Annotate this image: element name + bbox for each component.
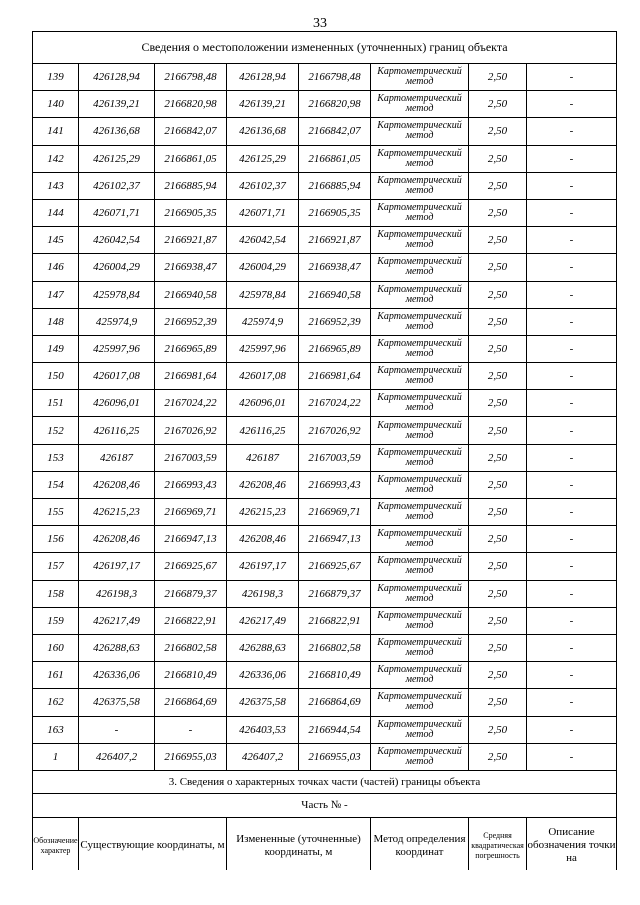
cell-description: -: [527, 499, 617, 526]
cell-description: -: [527, 227, 617, 254]
cell-existing-y: 2166940,58: [155, 281, 227, 308]
cell-description: -: [527, 471, 617, 498]
cell-existing-x: -: [79, 716, 155, 743]
cell-description: -: [527, 64, 617, 91]
cell-method: Картометрический метод: [371, 716, 469, 743]
cell-description: -: [527, 199, 617, 226]
cell-existing-y: 2166798,48: [155, 64, 227, 91]
cell-changed-x: 426208,46: [227, 526, 299, 553]
cell-existing-y: 2166955,03: [155, 743, 227, 770]
cell-description: -: [527, 91, 617, 118]
cell-existing-y: 2166879,37: [155, 580, 227, 607]
cell-existing-x: 426208,46: [79, 526, 155, 553]
cell-error: 2,50: [469, 363, 527, 390]
table-row: [33, 662, 617, 689]
cell-existing-x: 426215,23: [79, 499, 155, 526]
part-label-row: [33, 793, 617, 817]
cell-error: 2,50: [469, 417, 527, 444]
cell-error: 2,50: [469, 526, 527, 553]
cell-description: -: [527, 716, 617, 743]
cell-existing-x: 426116,25: [79, 417, 155, 444]
table-row: [33, 716, 617, 743]
cell-existing-x: 426208,46: [79, 471, 155, 498]
cell-changed-x: 426375,58: [227, 689, 299, 716]
cell-method: Картометрический метод: [371, 363, 469, 390]
cell-changed-y: 2166885,94: [299, 172, 371, 199]
cell-error: 2,50: [469, 634, 527, 661]
cell-point-number: 149: [33, 335, 79, 362]
cell-changed-x: 426042,54: [227, 227, 299, 254]
cell-method: Картометрический метод: [371, 662, 469, 689]
cell-method: Картометрический метод: [371, 499, 469, 526]
cell-description: -: [527, 417, 617, 444]
cell-point-number: 150: [33, 363, 79, 390]
cell-description: -: [527, 634, 617, 661]
header-error: Средняя квадратическая погрешность: [469, 817, 527, 874]
cell-method: Картометрический метод: [371, 689, 469, 716]
cell-existing-y: 2167026,92: [155, 417, 227, 444]
cell-description: -: [527, 254, 617, 281]
cell-changed-x: 426336,06: [227, 662, 299, 689]
table-title: Сведения о местоположении измененных (уточненных) границ объекта: [33, 32, 617, 64]
cell-method: Картометрический метод: [371, 390, 469, 417]
cell-existing-x: 426125,29: [79, 145, 155, 172]
cell-existing-x: 426197,17: [79, 553, 155, 580]
cell-changed-x: 426004,29: [227, 254, 299, 281]
cell-existing-y: 2167024,22: [155, 390, 227, 417]
cell-description: -: [527, 390, 617, 417]
cell-method: Картометрический метод: [371, 227, 469, 254]
cell-point-number: 163: [33, 716, 79, 743]
cell-error: 2,50: [469, 335, 527, 362]
cell-point-number: 161: [33, 662, 79, 689]
cell-existing-x: 425978,84: [79, 281, 155, 308]
cell-changed-x: 426071,71: [227, 199, 299, 226]
cell-changed-y: 2166965,89: [299, 335, 371, 362]
cell-method: Картометрический метод: [371, 634, 469, 661]
section3-title: 3. Сведения о характерных точках части (частей) границы объекта: [33, 770, 617, 793]
cell-description: -: [527, 363, 617, 390]
cell-point-number: 142: [33, 145, 79, 172]
cell-changed-x: 426017,08: [227, 363, 299, 390]
cell-changed-x: 425974,9: [227, 308, 299, 335]
cell-changed-x: 426096,01: [227, 390, 299, 417]
cell-point-number: 156: [33, 526, 79, 553]
cell-error: 2,50: [469, 308, 527, 335]
cell-existing-x: 426096,01: [79, 390, 155, 417]
cell-description: -: [527, 743, 617, 770]
table-row: [33, 390, 617, 417]
cell-existing-y: 2166925,67: [155, 553, 227, 580]
cell-changed-y: 2166940,58: [299, 281, 371, 308]
cell-changed-x: 426128,94: [227, 64, 299, 91]
cell-existing-y: 2166938,47: [155, 254, 227, 281]
cell-method: Картометрический метод: [371, 444, 469, 471]
table-row: [33, 199, 617, 226]
cell-description: -: [527, 444, 617, 471]
cell-existing-x: 426336,06: [79, 662, 155, 689]
cell-point-number: 147: [33, 281, 79, 308]
cell-point-number: 157: [33, 553, 79, 580]
cell-existing-x: 426071,71: [79, 199, 155, 226]
cell-point-number: 141: [33, 118, 79, 145]
cell-error: 2,50: [469, 689, 527, 716]
table-title-row: [33, 32, 617, 64]
cell-existing-y: 2166864,69: [155, 689, 227, 716]
cell-point-number: 148: [33, 308, 79, 335]
cell-error: 2,50: [469, 471, 527, 498]
cell-existing-y: -: [155, 716, 227, 743]
cell-method: Картометрический метод: [371, 308, 469, 335]
cell-changed-y: 2166947,13: [299, 526, 371, 553]
cell-existing-x: 426004,29: [79, 254, 155, 281]
cell-point-number: 140: [33, 91, 79, 118]
cell-existing-y: 2166822,91: [155, 607, 227, 634]
cell-method: Картометрический метод: [371, 526, 469, 553]
cell-point-number: 151: [33, 390, 79, 417]
cell-changed-y: 2166879,37: [299, 580, 371, 607]
cell-description: -: [527, 281, 617, 308]
cell-existing-x: 426198,3: [79, 580, 155, 607]
cell-method: Картометрический метод: [371, 254, 469, 281]
cell-existing-x: 426128,94: [79, 64, 155, 91]
cell-method: Картометрический метод: [371, 743, 469, 770]
table-row: [33, 335, 617, 362]
cell-changed-x: 426198,3: [227, 580, 299, 607]
cell-error: 2,50: [469, 580, 527, 607]
cell-method: Картометрический метод: [371, 118, 469, 145]
part-label: Часть № -: [33, 793, 617, 817]
cell-method: Картометрический метод: [371, 335, 469, 362]
cell-existing-y: 2166842,07: [155, 118, 227, 145]
cell-changed-x: 426407,2: [227, 743, 299, 770]
cell-error: 2,50: [469, 716, 527, 743]
cell-changed-y: 2166842,07: [299, 118, 371, 145]
cell-existing-x: 426136,68: [79, 118, 155, 145]
cell-changed-y: 2166822,91: [299, 607, 371, 634]
cell-point-number: 1: [33, 743, 79, 770]
cell-changed-y: 2166861,05: [299, 145, 371, 172]
cell-error: 2,50: [469, 172, 527, 199]
cell-changed-x: 426217,49: [227, 607, 299, 634]
cell-existing-x: 426288,63: [79, 634, 155, 661]
cell-changed-y: 2166905,35: [299, 199, 371, 226]
table-row: [33, 417, 617, 444]
cell-description: -: [527, 526, 617, 553]
cell-changed-y: 2166925,67: [299, 553, 371, 580]
table-row: [33, 689, 617, 716]
cell-description: -: [527, 607, 617, 634]
table-row: [33, 499, 617, 526]
table-row: [33, 308, 617, 335]
cell-changed-x: 426102,37: [227, 172, 299, 199]
cell-existing-x: 426017,08: [79, 363, 155, 390]
table-row: [33, 634, 617, 661]
cell-changed-y: 2166864,69: [299, 689, 371, 716]
cell-changed-y: 2166955,03: [299, 743, 371, 770]
cell-existing-y: 2166981,64: [155, 363, 227, 390]
cell-error: 2,50: [469, 444, 527, 471]
cell-point-number: 143: [33, 172, 79, 199]
cell-point-number: 158: [33, 580, 79, 607]
cell-changed-y: 2166810,49: [299, 662, 371, 689]
table-row: [33, 444, 617, 471]
cell-changed-y: 2166993,43: [299, 471, 371, 498]
table-row: [33, 64, 617, 91]
cell-changed-y: 2167026,92: [299, 417, 371, 444]
cell-existing-x: 425997,96: [79, 335, 155, 362]
cell-existing-y: 2166965,89: [155, 335, 227, 362]
cell-existing-x: 426375,58: [79, 689, 155, 716]
cell-error: 2,50: [469, 64, 527, 91]
section3-title-row: [33, 770, 617, 793]
header-changed-coordinates: Измененные (уточненные) координаты, м: [227, 817, 371, 874]
cell-changed-x: 426208,46: [227, 471, 299, 498]
section3-header-row: [33, 817, 617, 874]
cell-existing-y: 2166969,71: [155, 499, 227, 526]
cell-existing-y: 2166921,87: [155, 227, 227, 254]
cell-error: 2,50: [469, 607, 527, 634]
cell-changed-x: 426139,21: [227, 91, 299, 118]
cell-existing-x: 426102,37: [79, 172, 155, 199]
header-existing-coordinates: Существующие координаты, м: [79, 817, 227, 874]
cell-changed-y: 2166820,98: [299, 91, 371, 118]
cell-description: -: [527, 335, 617, 362]
cell-changed-x: 426288,63: [227, 634, 299, 661]
cell-point-number: 162: [33, 689, 79, 716]
header-designation: Обозначение характер: [33, 817, 79, 874]
table-row: [33, 526, 617, 553]
cell-method: Картометрический метод: [371, 471, 469, 498]
table-row: [33, 471, 617, 498]
cell-method: Картометрический метод: [371, 281, 469, 308]
table-row: [33, 145, 617, 172]
cell-method: Картометрический метод: [371, 417, 469, 444]
cell-changed-y: 2167024,22: [299, 390, 371, 417]
cell-point-number: 159: [33, 607, 79, 634]
cell-changed-x: 426197,17: [227, 553, 299, 580]
cell-point-number: 152: [33, 417, 79, 444]
header-method: Метод определения координат: [371, 817, 469, 874]
header-description: Описание обозначения точки на: [527, 817, 617, 874]
cell-error: 2,50: [469, 743, 527, 770]
cell-point-number: 144: [33, 199, 79, 226]
cell-method: Картометрический метод: [371, 145, 469, 172]
cell-method: Картометрический метод: [371, 607, 469, 634]
cell-changed-x: 426403,53: [227, 716, 299, 743]
cell-description: -: [527, 662, 617, 689]
cell-description: -: [527, 308, 617, 335]
cell-point-number: 153: [33, 444, 79, 471]
cell-error: 2,50: [469, 499, 527, 526]
cell-description: -: [527, 689, 617, 716]
cell-error: 2,50: [469, 91, 527, 118]
table-row: [33, 254, 617, 281]
cell-existing-y: 2166952,39: [155, 308, 227, 335]
cell-existing-x: 426042,54: [79, 227, 155, 254]
page-number: 33: [313, 16, 327, 31]
cell-error: 2,50: [469, 281, 527, 308]
coordinates-table: [32, 31, 617, 875]
cell-method: Картометрический метод: [371, 553, 469, 580]
page-bottom-margin: [0, 870, 640, 905]
table-row: [33, 553, 617, 580]
cell-method: Картометрический метод: [371, 199, 469, 226]
cell-point-number: 160: [33, 634, 79, 661]
cell-error: 2,50: [469, 390, 527, 417]
cell-changed-x: 425978,84: [227, 281, 299, 308]
cell-error: 2,50: [469, 553, 527, 580]
cell-description: -: [527, 172, 617, 199]
cell-changed-x: 426187: [227, 444, 299, 471]
cell-error: 2,50: [469, 227, 527, 254]
cell-changed-y: 2166802,58: [299, 634, 371, 661]
cell-changed-y: 2166798,48: [299, 64, 371, 91]
cell-error: 2,50: [469, 145, 527, 172]
table-row: [33, 227, 617, 254]
table-row: [33, 172, 617, 199]
table-row: [33, 281, 617, 308]
cell-changed-y: 2166944,54: [299, 716, 371, 743]
cell-changed-y: 2167003,59: [299, 444, 371, 471]
cell-existing-y: 2166947,13: [155, 526, 227, 553]
table-row: [33, 743, 617, 770]
cell-point-number: 145: [33, 227, 79, 254]
cell-existing-x: 426139,21: [79, 91, 155, 118]
table-row: [33, 607, 617, 634]
cell-existing-y: 2166810,49: [155, 662, 227, 689]
cell-description: -: [527, 145, 617, 172]
table-row: [33, 363, 617, 390]
cell-method: Картометрический метод: [371, 580, 469, 607]
cell-changed-y: 2166938,47: [299, 254, 371, 281]
cell-description: -: [527, 580, 617, 607]
cell-existing-x: 426217,49: [79, 607, 155, 634]
cell-error: 2,50: [469, 254, 527, 281]
cell-changed-x: 426136,68: [227, 118, 299, 145]
cell-existing-y: 2166993,43: [155, 471, 227, 498]
table-row: [33, 580, 617, 607]
cell-existing-y: 2167003,59: [155, 444, 227, 471]
cell-changed-x: 426215,23: [227, 499, 299, 526]
cell-existing-x: 426187: [79, 444, 155, 471]
cell-point-number: 154: [33, 471, 79, 498]
cell-existing-x: 425974,9: [79, 308, 155, 335]
table-row: [33, 118, 617, 145]
cell-existing-y: 2166802,58: [155, 634, 227, 661]
cell-changed-x: 426125,29: [227, 145, 299, 172]
cell-changed-y: 2166921,87: [299, 227, 371, 254]
cell-description: -: [527, 553, 617, 580]
cell-point-number: 155: [33, 499, 79, 526]
cell-description: -: [527, 118, 617, 145]
cell-changed-x: 425997,96: [227, 335, 299, 362]
cell-existing-x: 426407,2: [79, 743, 155, 770]
cell-method: Картометрический метод: [371, 91, 469, 118]
cell-changed-y: 2166969,71: [299, 499, 371, 526]
document-frame: [32, 31, 616, 875]
cell-changed-y: 2166952,39: [299, 308, 371, 335]
cell-method: Картометрический метод: [371, 172, 469, 199]
cell-existing-y: 2166861,05: [155, 145, 227, 172]
cell-point-number: 146: [33, 254, 79, 281]
table-row: [33, 91, 617, 118]
cell-changed-x: 426116,25: [227, 417, 299, 444]
cell-error: 2,50: [469, 199, 527, 226]
cell-existing-y: 2166820,98: [155, 91, 227, 118]
cell-changed-y: 2166981,64: [299, 363, 371, 390]
cell-error: 2,50: [469, 118, 527, 145]
cell-method: Картометрический метод: [371, 64, 469, 91]
cell-existing-y: 2166885,94: [155, 172, 227, 199]
cell-existing-y: 2166905,35: [155, 199, 227, 226]
cell-point-number: 139: [33, 64, 79, 91]
cell-error: 2,50: [469, 662, 527, 689]
